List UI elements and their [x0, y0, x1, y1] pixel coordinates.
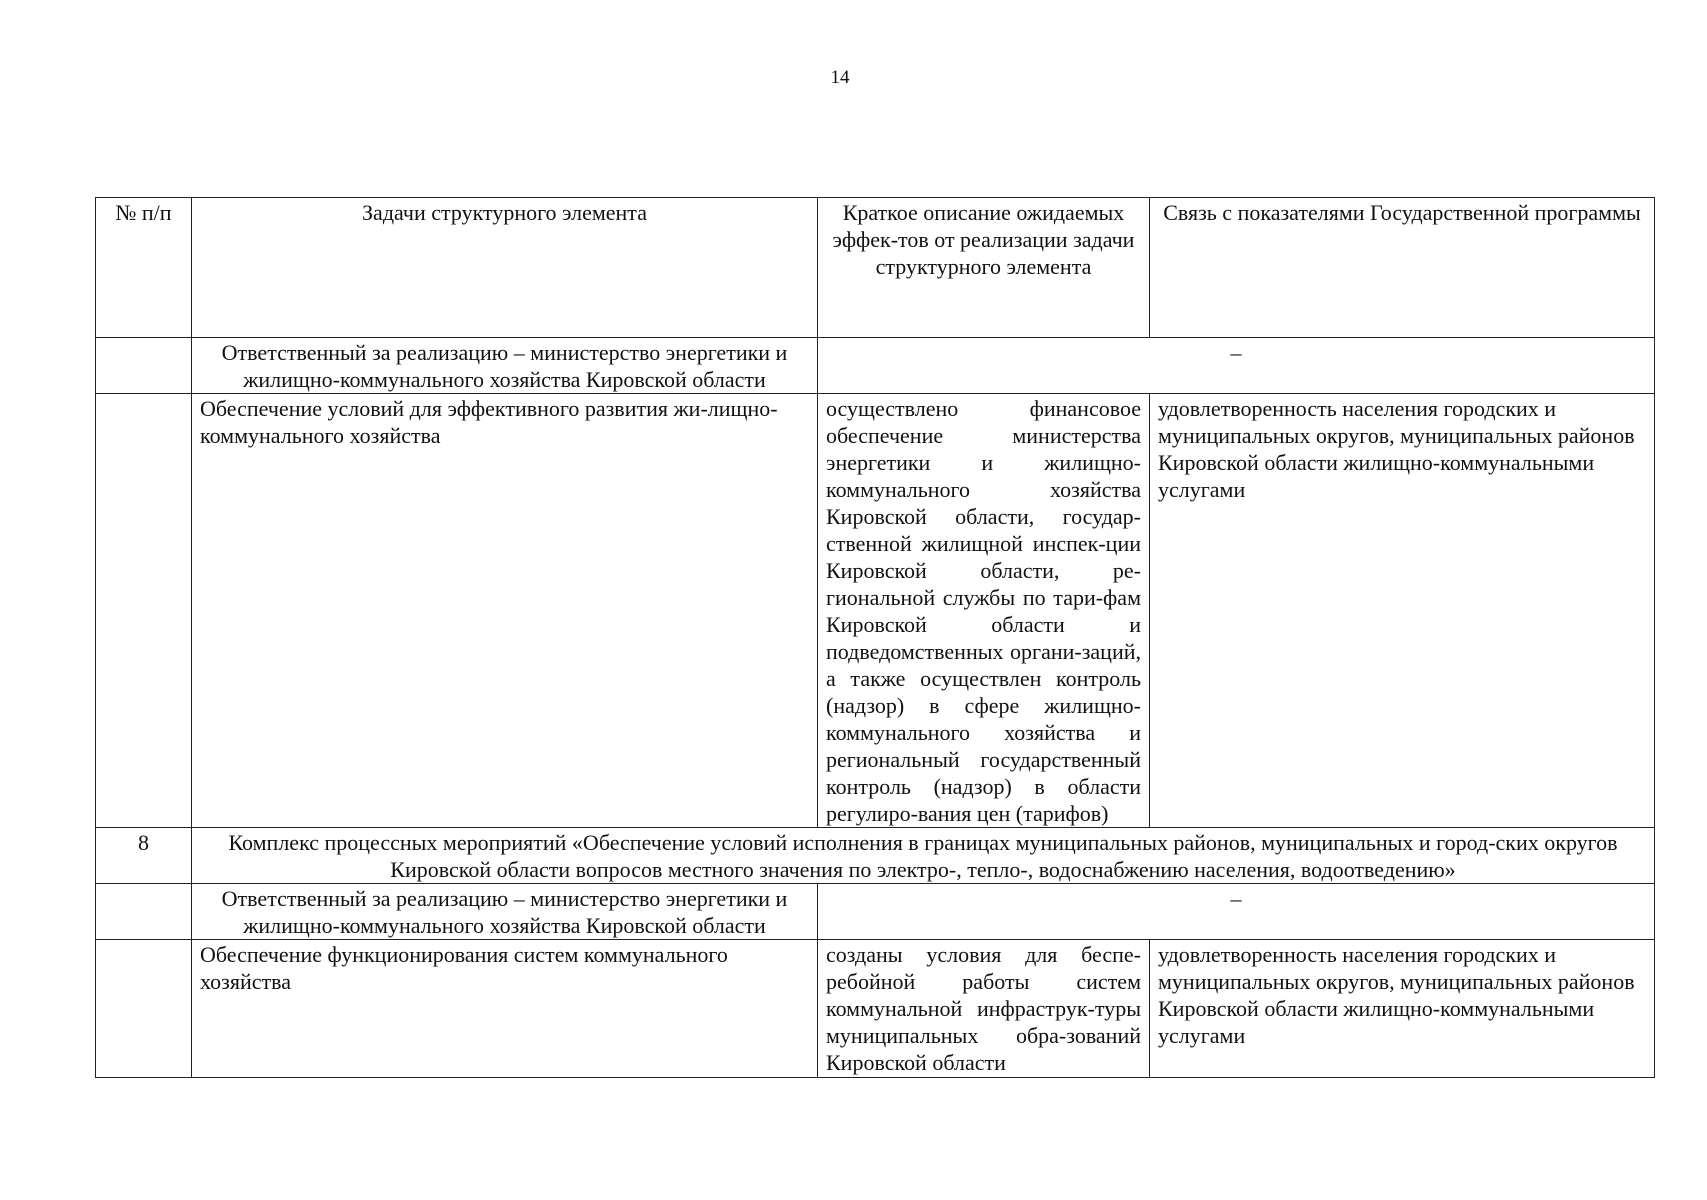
header-effect: Краткое описание ожидаемых эффек-тов от реализации задачи структурного элемента [818, 198, 1150, 338]
num-cell: 8 [96, 828, 192, 884]
dash-cell: – [818, 884, 1655, 940]
effect-cell: осуществлено финансовое обеспечение министерства энергетики и жилищно-коммунального хозяйства Кировской области, государ-ственной жилищной инспек-ции Кировской области, ре-гиональной службы по тари-фам Кировской области и подведомственных органи-заций, а также осуществлен контроль (надзор) в сфере жилищно-коммунального хозяйства и региональный государственный контроль (надзор) в области регулиро-вания цен (тарифов) [818, 394, 1150, 828]
num-cell [96, 338, 192, 394]
num-cell [96, 940, 192, 1078]
dash-cell: – [818, 338, 1655, 394]
responsible-cell: Ответственный за реализацию – министерство энергетики и жилищно-коммунального хозяйства Кировской области [192, 338, 818, 394]
link-cell: удовлетворенность населения городских и муниципальных округов, муниципальных районов Кировской области жилищно-коммунальными услугами [1150, 394, 1655, 828]
structural-element-table [95, 197, 1655, 1078]
table-row [96, 394, 1655, 828]
table-row [96, 338, 1655, 394]
page-number: 14 [830, 67, 850, 88]
table-row [96, 940, 1655, 1078]
complex-cell: Комплекс процессных мероприятий «Обеспечение условий исполнения в границах муниципальных районов, муниципальных и город-ских округов Кировской области вопросов местного значения по электро-, тепло-, водоснабжению населения, водоотведению» [192, 828, 1655, 884]
table-row [96, 884, 1655, 940]
header-task: Задачи структурного элемента [192, 198, 818, 338]
task-cell: Обеспечение функционирования систем коммунального хозяйства [192, 940, 818, 1078]
header-link: Связь с показателями Государственной программы [1150, 198, 1655, 338]
table-header-row [96, 198, 1655, 338]
effect-cell: созданы условия для беспе-ребойной работы систем коммунальной инфраструк-туры муниципальных обра-зований Кировской области [818, 940, 1150, 1078]
link-cell: удовлетворенность населения городских и муниципальных округов, муниципальных районов Кировской области жилищно-коммунальными услугами [1150, 940, 1655, 1078]
header-num: № п/п [96, 198, 192, 338]
num-cell [96, 394, 192, 828]
responsible-cell: Ответственный за реализацию – министерство энергетики и жилищно-коммунального хозяйства Кировской области [192, 884, 818, 940]
num-cell [96, 884, 192, 940]
task-cell: Обеспечение условий для эффективного развития жи-лищно-коммунального хозяйства [192, 394, 818, 828]
table-row [96, 828, 1655, 884]
